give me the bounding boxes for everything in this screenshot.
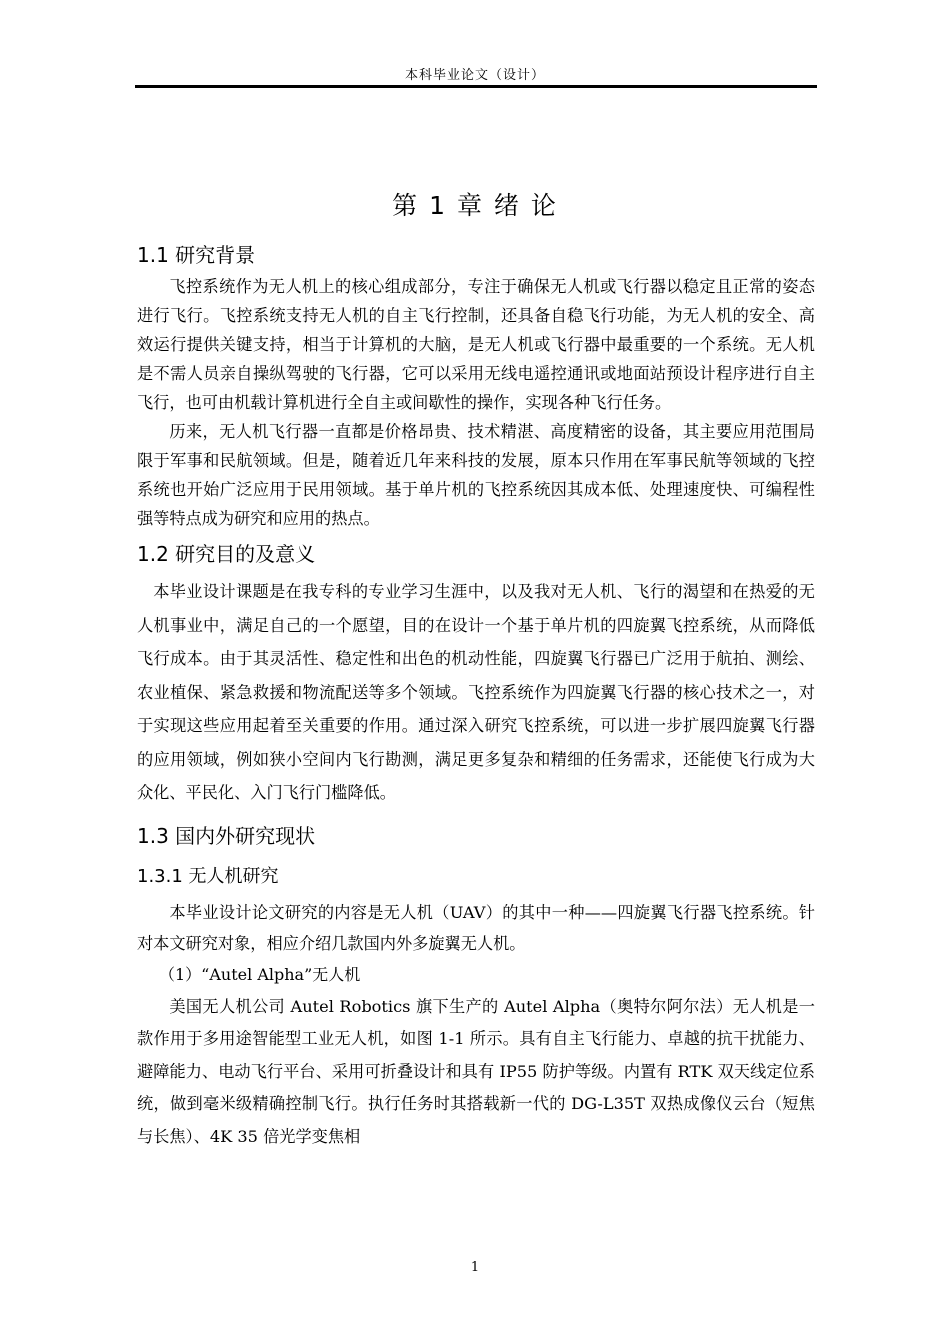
chapter-title: 第 1 章 绪 论 [392,191,558,220]
list-item-label: （1）“Autel Alpha”无人机 [159,964,361,984]
paragraph: 飞控系统作为无人机上的核心组成部分，专注于确保无人机或飞行器以稳定且正常的姿态进行飞行。飞控系统支持无人机的自主飞行控制，还具备自稳飞行功能，为无人机的安全、高效运行提供关键支持，相当于计算机的大脑，是无人机或飞行器中最重要的一个系统。无人机是不需人员亲自操纵驾驶的飞行器，它可以采用无线电遥控通讯或地面站预设计程序进行自主飞行，也可由机载计算机进行全自主或间歇性的操作，实现各种飞行任务。 [137,277,815,412]
header-rule [135,85,817,88]
section-heading-1-1: 1.1 研究背景 [137,243,256,267]
paragraph: 美国无人机公司 Autel Robotics 旗下生产的 Autel Alpha（奥特尔阿尔法）无人机是一款作用于多用途智能型工业无人机，如图 1-1 所示。具有自主飞行能力、卓越的抗干扰能力、避障能力、电动飞行平台、采用可折叠设计和具有 IP55 防护等级。内置有 RTK 双天线定位系统，做到毫米级精确控制飞行。执行任务时其搭载新一代的 DG-L35T 双热成像仪云台（短焦与长焦）、4K 35 倍光学变焦相 [137,996,815,1146]
page-number: 1 [470,1260,480,1275]
subsection-heading-1-3-1: 1.3.1 无人机研究 [137,865,279,887]
paragraph: 历来，无人机飞行器一直都是价格昂贵、技术精湛、高度精密的设备，其主要应用范围局限于军事和民航领域。但是，随着近几年来科技的发展，原本只作用在军事民航等领域的飞控系统也开始广泛应用于民用领域。基于单片机的飞控系统因其成本低、处理速度快、可编程性强等特点成为研究和应用的热点。 [137,422,815,528]
section-heading-1-3: 1.3 国内外研究现状 [137,823,316,848]
running-header: 本科毕业论文（设计） [404,68,545,83]
body-content [137,238,815,1153]
section-heading-1-2: 1.2 研究目的及意义 [137,542,316,566]
paragraph: 本毕业设计论文研究的内容是无人机（UAV）的其中一种——四旋翼飞行器飞控系统。针对本文研究对象，相应介绍几款国内外多旋翼无人机。 [137,902,815,953]
paragraph: 本毕业设计课题是在我专科的专业学习生涯中，以及我对无人机、飞行的渴望和在热爱的无人机事业中，满足自己的一个愿望，目的在设计一个基于单片机的四旋翼飞控系统，从而降低飞行成本。由于其灵活性、稳定性和出色的机动性能，四旋翼飞行器已广泛用于航拍、测绘、农业植保、紧急救援和物流配送等多个领域。飞控系统作为四旋翼飞行器的核心技术之一，对于实现这些应用起着至关重要的作用。通过深入研究飞控系统，可以进一步扩展四旋翼飞行器的应用领域，例如狭小空间内飞行勘测，满足更多复杂和精细的任务需求，还能使飞行成为大众化、平民化、入门飞行门槛降低。 [137,582,815,802]
